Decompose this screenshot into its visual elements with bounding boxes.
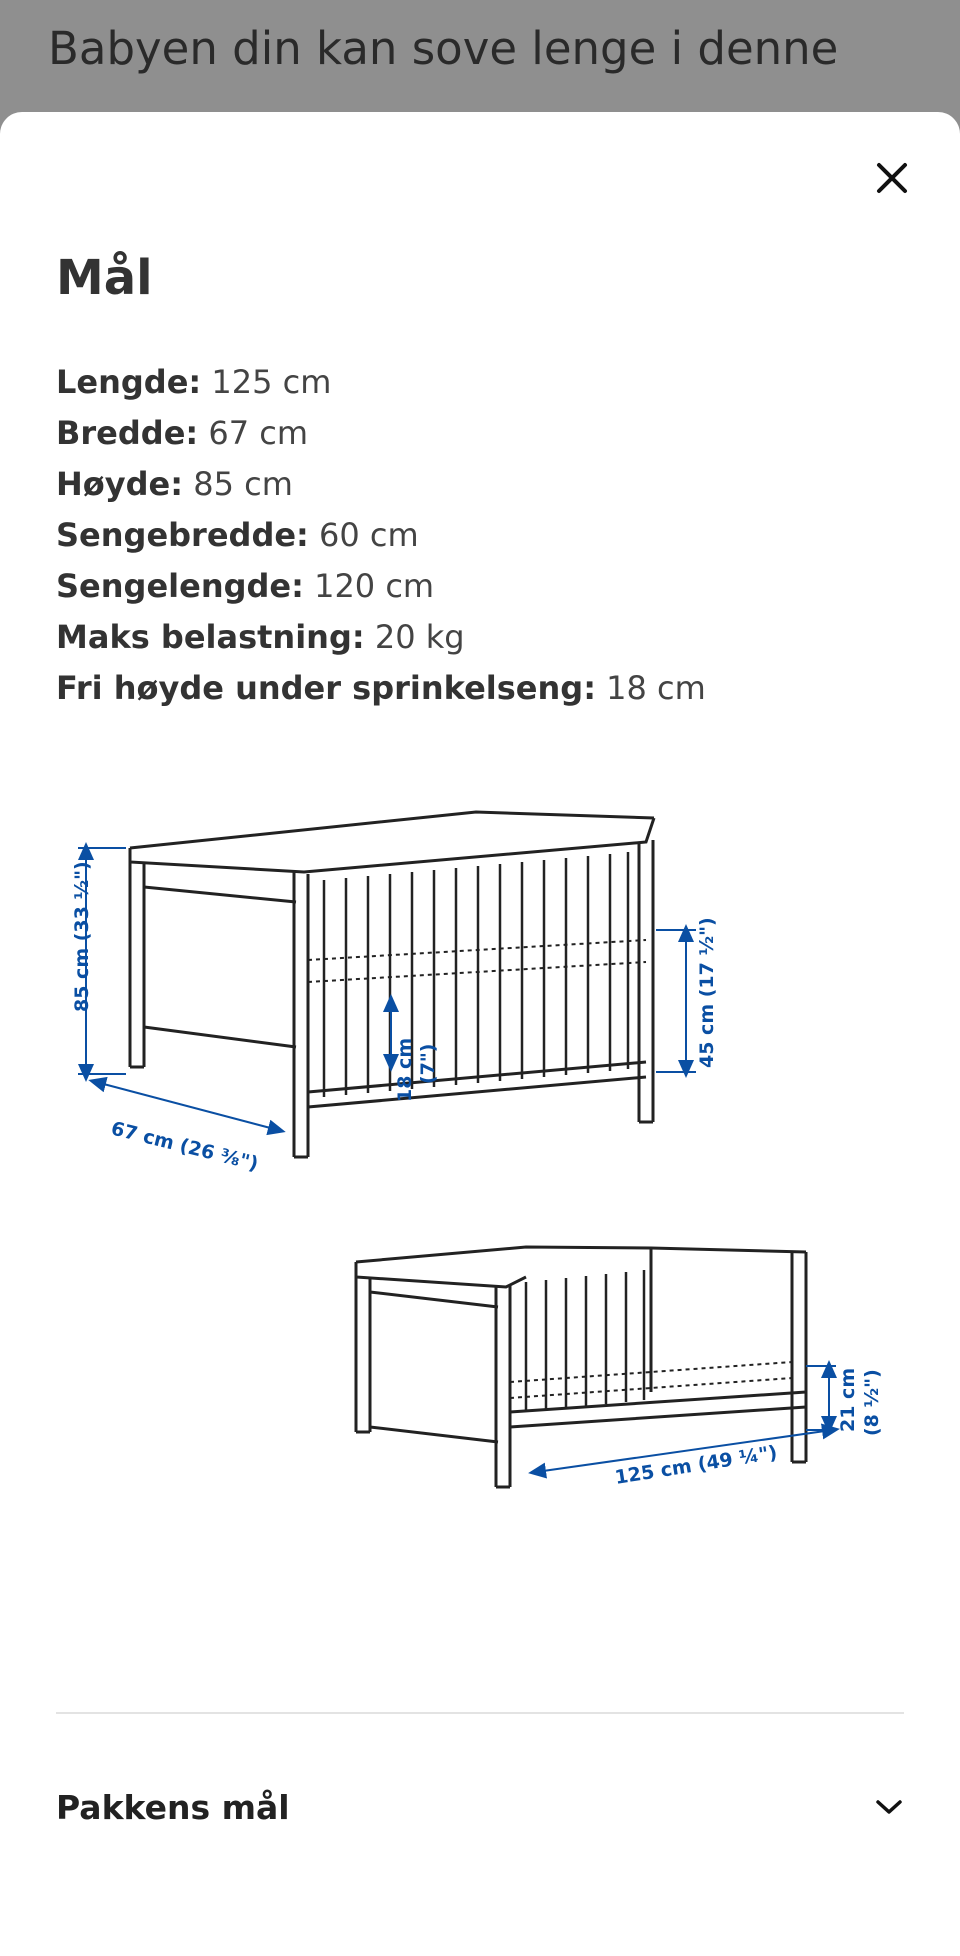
clearance-dimension-label: 18 cm (394, 1037, 416, 1102)
length-dimension-label: 125 cm (49 ¼") (613, 1441, 779, 1489)
crib-drawing-standard (130, 812, 654, 1157)
low-height-imperial-label: (8 ½") (861, 1369, 883, 1436)
side-height-dimension-label: 45 cm (17 ½") (696, 917, 718, 1068)
package-dimensions-label: Pakkens mål (56, 1787, 290, 1827)
spec-max-load: Maks belastning: 20 kg (56, 618, 465, 656)
spec-length: Lengde: 125 cm (56, 363, 332, 401)
spec-bed-width: Sengebredde: 60 cm (56, 516, 419, 554)
height-dimension-label: 85 cm (33 ½") (71, 861, 93, 1012)
close-icon (875, 161, 909, 195)
dimensions-modal (0, 112, 960, 1956)
spec-width: Bredde: 67 cm (56, 414, 309, 452)
modal-title: Mål (56, 250, 153, 306)
chevron-down-icon (874, 1797, 904, 1817)
spec-bed-length: Sengelengde: 120 cm (56, 567, 435, 605)
close-button[interactable] (868, 154, 916, 202)
section-divider (56, 1712, 904, 1714)
low-height-dimension-label: 21 cm (837, 1367, 859, 1432)
backdrop-product-text: Babyen din kan sove lenge i denne (48, 22, 839, 75)
package-dimensions-accordion[interactable] (56, 1752, 904, 1862)
clearance-imperial-label: (7") (417, 1043, 439, 1084)
dimension-list (56, 357, 706, 714)
width-dimension-label: 67 cm (26 ⅜") (108, 1117, 261, 1176)
spec-height: Høyde: 85 cm (56, 465, 293, 503)
spec-clearance: Fri høyde under sprinkelseng: 18 cm (56, 669, 706, 707)
crib-dimension-diagram (56, 762, 912, 1632)
